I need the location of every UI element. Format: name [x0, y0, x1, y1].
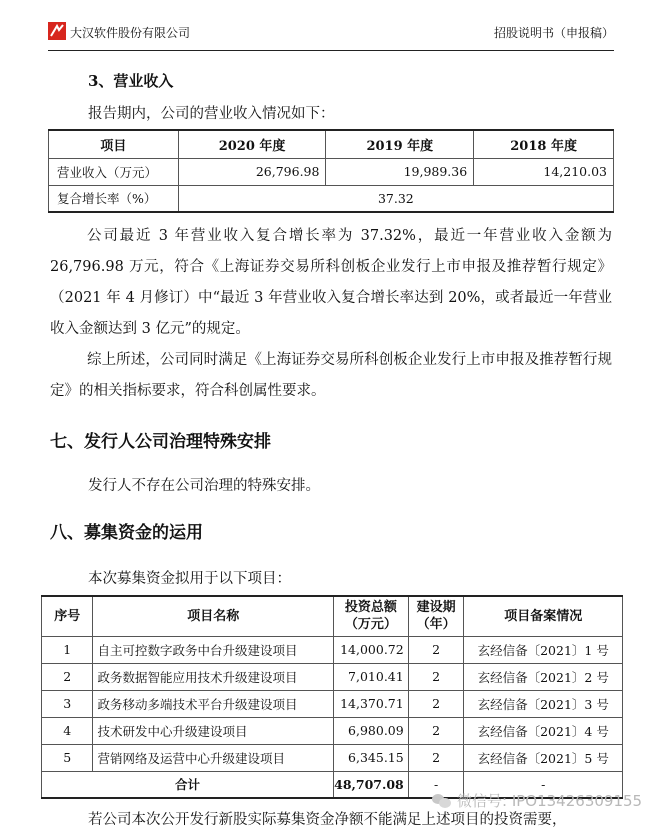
amount-header-line1: 投资总额 [344, 600, 397, 616]
company-name: 大汉软件股份有限公司 [70, 26, 191, 40]
revenue-table [48, 129, 614, 213]
construction-period: 2 [408, 663, 464, 690]
table-header: 项目备案情况 [464, 596, 623, 636]
table-header-row [42, 596, 623, 636]
revenue-2018: 14,210.03 [474, 158, 614, 185]
table-row [49, 158, 614, 185]
record-info: 玄经信备〔2021〕2 号 [464, 663, 623, 690]
row-no: 2 [42, 663, 93, 690]
paragraph-summary: 综上所述，公司同时满足《上海证券交易所科创板企业发行上市申报及推荐暂行规定》的相关指标要求，符合科创属性要求。 [50, 352, 612, 399]
cagr-value: 37.32 [178, 185, 613, 212]
row-no: 5 [42, 744, 93, 771]
project-name: 技术研发中心升级建设项目 [93, 717, 334, 744]
table-header: 2020 年度 [178, 130, 326, 158]
table-row [42, 744, 623, 771]
section-8-title: 八、募集资金的运用 [50, 523, 203, 543]
investment-amount: 14,370.71 [334, 690, 409, 717]
construction-period: 2 [408, 690, 464, 717]
construction-period: 2 [408, 717, 464, 744]
company-logo-icon [48, 22, 66, 40]
section-7-body: 发行人不存在公司治理的特殊安排。 [88, 478, 320, 494]
section-3-intro: 报告期内，公司的营业收入情况如下： [88, 106, 335, 122]
wechat-icon [432, 793, 452, 809]
total-amount: 48,707.08 [334, 771, 409, 798]
investment-amount: 6,980.09 [334, 717, 409, 744]
paragraph-last-line: 若公司本次公开发行新股实际募集资金净额不能满足上述项目的投资需要， [88, 812, 567, 828]
row-no: 3 [42, 690, 93, 717]
revenue-2019: 19,989.36 [326, 158, 474, 185]
table-row [49, 185, 614, 212]
construction-period: 2 [408, 744, 464, 771]
table-header: 2018 年度 [474, 130, 614, 158]
paragraph-revenue-conclusion: 公司最近 3 年营业收入复合增长率为 37.32%，最近一年营业收入金额为 26,796.98 万元，符合《上海证券交易所科创板企业发行上市申报及推荐暂行规定》（2021 年 4 月修订）中“最近 3 年营业收入复合增长率达到 20%，或者最近一年营业收入金额达到 3 亿元”的规定。 [50, 228, 612, 337]
row-label: 复合增长率（%） [49, 185, 179, 212]
investment-amount: 14,000.72 [334, 636, 409, 663]
record-info: 玄经信备〔2021〕5 号 [464, 744, 623, 771]
project-name: 营销网络及运营中心升级建设项目 [93, 744, 334, 771]
section-7-title: 七、发行人公司治理特殊安排 [50, 432, 271, 452]
record-info: 玄经信备〔2021〕4 号 [464, 717, 623, 744]
table-header: 2019 年度 [326, 130, 474, 158]
period-header-line2: （年） [416, 617, 456, 633]
table-header: 项目 [49, 130, 179, 158]
investment-amount: 6,345.15 [334, 744, 409, 771]
construction-period: 2 [408, 636, 464, 663]
row-no: 1 [42, 636, 93, 663]
record-info: 玄经信备〔2021〕1 号 [464, 636, 623, 663]
table-row [42, 663, 623, 690]
total-record: - [464, 771, 623, 798]
investment-amount: 7,010.41 [334, 663, 409, 690]
row-label: 营业收入（万元） [49, 158, 179, 185]
project-name: 自主可控数字政务中台升级建设项目 [93, 636, 334, 663]
period-header-line1: 建设期 [416, 600, 456, 616]
total-period: - [408, 771, 464, 798]
table-header: 序号 [42, 596, 93, 636]
revenue-2020: 26,796.98 [178, 158, 326, 185]
row-no: 4 [42, 717, 93, 744]
table-row [42, 717, 623, 744]
watermark-text: 微信号: IPO13426309155 [457, 792, 643, 810]
wechat-watermark [432, 790, 642, 811]
funds-usage-table [41, 595, 623, 799]
table-row [42, 636, 623, 663]
total-label: 合计 [42, 771, 334, 798]
table-row [42, 690, 623, 717]
section-3-title: 3、营业收入 [88, 72, 174, 90]
record-info: 玄经信备〔2021〕3 号 [464, 690, 623, 717]
section-8-intro: 本次募集资金拟用于以下项目： [88, 571, 291, 587]
amount-header-line2: （万元） [344, 617, 397, 633]
project-name: 政务移动多端技术平台升级建设项目 [93, 690, 334, 717]
table-header [334, 596, 409, 636]
table-header: 项目名称 [93, 596, 334, 636]
project-name: 政务数据智能应用技术升级建设项目 [93, 663, 334, 690]
page-header [48, 17, 614, 51]
document-title: 招股说明书（申报稿） [493, 26, 614, 40]
table-header-row [49, 130, 614, 158]
table-header [408, 596, 464, 636]
